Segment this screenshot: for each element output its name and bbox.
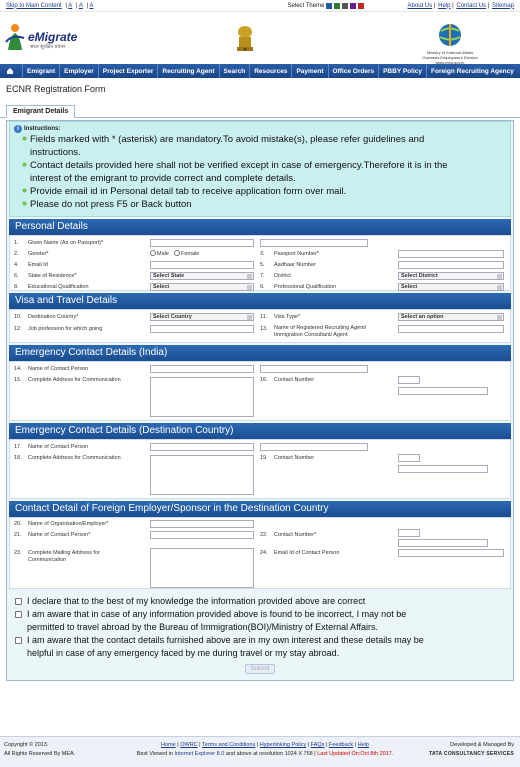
address-label: Complete Address for Communication (28, 455, 121, 461)
contact-us-link[interactable]: Contact Us (456, 2, 487, 9)
field-number: 1. (14, 240, 19, 246)
accessibility-links: Skip to Main Content | A | A | A (6, 2, 94, 9)
field-number: 13. (260, 326, 268, 332)
managed-by-text: Developed & Managed By (450, 742, 514, 748)
mea-globe-icon (435, 22, 465, 48)
declaration-row (15, 595, 505, 608)
visa-details-section (9, 309, 511, 343)
instruction-text: interest of the emigrant to provide correct and complete details. (30, 173, 296, 184)
font-small-link[interactable]: A (68, 2, 73, 9)
footer-link-help[interactable]: Help (357, 742, 369, 748)
employer-email-label: Email Id of Contact Person (274, 550, 340, 556)
rights-text: All Rights Reserved By MEA. (4, 751, 76, 757)
employer-contact-person-input[interactable] (150, 531, 254, 539)
form-panel (6, 120, 514, 681)
employer-contact-number-input[interactable] (398, 539, 488, 547)
job-profession-input[interactable] (150, 325, 254, 333)
nav-search[interactable]: Search (219, 64, 250, 78)
declaration-text: I am aware that the contact details furnished above are in my own interest and these details may be helpful in case of any emergency faced by me during travel or my stay abroad. (27, 635, 424, 658)
employer-details-section (9, 517, 511, 589)
instructions-heading (14, 125, 506, 133)
education-label: Educational Qualification (28, 284, 89, 290)
passport-number-label: Passport Number* (274, 251, 319, 257)
field-number: 2. (14, 251, 19, 257)
gender-male-label: Male (157, 251, 169, 257)
passport-number-input[interactable] (398, 250, 504, 258)
india-contact-person-input-2[interactable] (260, 365, 368, 373)
declaration-checkbox-3[interactable] (15, 637, 22, 644)
field-number: 4. (14, 262, 19, 268)
instruction-text: Contact details provided here shall not be verified except in case of emergency.Therefore it is in the (30, 160, 448, 171)
professional-select[interactable]: Select (398, 283, 504, 291)
destination-country-select[interactable]: Select Country (150, 313, 254, 321)
theme-swatch-blue[interactable] (326, 3, 332, 9)
india-contact-number-input[interactable] (398, 387, 488, 395)
recruiting-agent-label-2: Immigration Consultant/ Agent (274, 332, 348, 338)
utility-links: About Us | Help | Contact Us | Sitemap (407, 2, 514, 9)
dest-address-textarea[interactable] (150, 455, 254, 495)
organisation-label: Name of Organisation/Employer* (28, 521, 109, 527)
employer-details-header: Contact Detail of Foreign Employer/Sponsor in the Destination Country (9, 501, 511, 517)
skip-to-main-link[interactable]: Skip to Main Content (6, 2, 62, 9)
declaration-checkbox-2[interactable] (15, 611, 22, 618)
email-input[interactable] (150, 261, 254, 269)
field-number: 9. (260, 284, 265, 290)
given-name-input[interactable] (150, 239, 254, 247)
field-number: 12. (14, 326, 22, 332)
contact-person-label: Name of Contact Person (28, 444, 89, 450)
contact-person-label: Name of Contact Person (28, 366, 89, 372)
gender-female-label: Female (181, 251, 200, 257)
gender-male-radio[interactable] (150, 250, 156, 256)
instruction-line (14, 160, 506, 172)
state-label: State of Residence* (28, 273, 77, 279)
nav-pbby-policy[interactable]: PBBY Policy (378, 64, 426, 78)
visa-type-select[interactable]: Select an option (398, 313, 504, 321)
field-number: 20. (14, 521, 22, 527)
mailing-address-label-2: Communication (28, 557, 67, 563)
employer-email-input[interactable] (398, 549, 504, 557)
gender-label: Gender* (28, 251, 49, 257)
last-updated-text: Last Updated On:Oct 8th 2017. (317, 751, 394, 757)
field-number: 17. (14, 444, 22, 450)
theme-swatch-red[interactable] (358, 3, 364, 9)
personal-details-section (9, 235, 511, 291)
emergency-destination-header: Emergency Contact Details (Destination Country) (9, 423, 511, 439)
district-label: District (274, 273, 291, 279)
field-number: 7. (260, 273, 265, 279)
address-label: Complete Address for Communication (28, 377, 121, 383)
theme-swatch-green[interactable] (334, 3, 340, 9)
instruction-line (14, 199, 506, 211)
field-number: 22. (260, 532, 268, 538)
mailing-address-textarea[interactable] (150, 548, 254, 588)
instruction-text: Fields marked with * (asterisk) are mandatory.To avoid mistake(s), please refer guidelines and (30, 134, 425, 145)
main-nav (0, 64, 520, 78)
gender-female-radio[interactable] (174, 250, 180, 256)
top-utility-bar (0, 0, 520, 12)
copyright-text: Copyright © 2013. (4, 742, 49, 748)
mea-line-3: www.mea.gov.in (435, 60, 465, 65)
nav-resources[interactable]: Resources (249, 64, 291, 78)
dest-contact-number-input[interactable] (398, 465, 488, 473)
nav-office-orders[interactable]: Office Orders (328, 64, 379, 78)
footer-managed-by (429, 741, 514, 759)
dest-contact-person-input[interactable] (150, 443, 254, 451)
form-tabs (0, 104, 520, 118)
brand-tagline: सरल सुरक्षित प्रवास (30, 44, 66, 50)
instruction-line (14, 134, 506, 146)
declaration-checkbox-1[interactable] (15, 598, 22, 605)
font-medium-link[interactable]: A (78, 2, 83, 9)
instructions-box (9, 121, 511, 217)
recruiting-agent-input[interactable] (398, 325, 504, 333)
select-theme-label: Select Theme (287, 2, 325, 9)
tab-emigrant-details[interactable]: Emigrant Details (6, 105, 75, 118)
india-std-code-input[interactable] (398, 376, 420, 384)
emergency-india-header: Emergency Contact Details (India) (9, 345, 511, 361)
aadhaar-label: Aadhaar Number (274, 262, 316, 268)
nav-recruiting-agent[interactable]: Recruiting Agent (157, 64, 218, 78)
instruction-text: instructions. (30, 147, 81, 158)
mailing-address-label: Complete Mailing Address for (28, 550, 100, 556)
emigrate-figure-icon (4, 22, 26, 52)
instruction-text: Please do not press F5 or Back button (30, 199, 192, 210)
aadhaar-input[interactable] (398, 261, 504, 269)
field-number: 10. (14, 314, 22, 320)
field-number: 24. (260, 550, 268, 556)
field-number: 23. (14, 550, 22, 556)
emigrate-logo[interactable] (4, 22, 84, 62)
brand-name: eMigrate (28, 30, 78, 44)
footer-link-terms[interactable]: Terms and Conditions (202, 742, 256, 748)
about-us-link[interactable]: About Us (407, 2, 433, 9)
declaration-text: I declare that to the best of my knowledge the information provided above are correct (27, 596, 366, 606)
info-icon: i (14, 125, 22, 133)
visa-details-header: Visa and Travel Details (9, 293, 511, 309)
contact-number-label: Contact Number (274, 455, 315, 461)
font-large-link[interactable]: A (89, 2, 94, 9)
footer-link-home[interactable]: Home (161, 742, 176, 748)
field-number: 16. (260, 377, 268, 383)
organisation-input[interactable] (150, 520, 254, 528)
emergency-destination-section (9, 439, 511, 499)
theme-selector (288, 3, 365, 9)
site-footer (0, 736, 520, 767)
employer-contact-person-label: Name of Contact Person* (28, 532, 91, 538)
sitemap-link[interactable]: Sitemap (491, 2, 514, 9)
nav-payment[interactable]: Payment (291, 64, 327, 78)
submit-button[interactable]: Submit (245, 664, 275, 674)
nav-project-exporter[interactable]: Project Exporter (98, 64, 158, 78)
best-viewed-text: Best Viewed in Internet Explorer 8.0 and above at resolution 1024 X 768 | Last Updated On:Oct 8th 2017. (136, 751, 394, 757)
given-name-label: Given Name (As on Passport)* (28, 240, 104, 246)
dest-contact-person-input-2[interactable] (260, 443, 368, 451)
india-contact-person-input[interactable] (150, 365, 254, 373)
field-number: 11. (260, 314, 268, 320)
field-number: 18. (14, 455, 22, 461)
mea-logo[interactable] (410, 22, 490, 65)
email-label: Email Id (28, 262, 48, 268)
education-select[interactable]: Select (150, 283, 254, 291)
tcs-logo: TATA CONSULTANCY SERVICES (428, 751, 514, 757)
theme-swatch-grey[interactable] (342, 3, 348, 9)
footer-link-feedback[interactable]: Feedback (328, 742, 354, 748)
professional-label: Professional Qualification (274, 284, 337, 290)
site-header (0, 12, 520, 64)
contact-number-label: Contact Number (274, 377, 315, 383)
employer-contact-number-label: Contact Number* (274, 532, 317, 538)
theme-swatch-purple[interactable] (350, 3, 356, 9)
visa-type-label: Visa Type* (274, 314, 301, 320)
declarations (7, 589, 513, 680)
district-select[interactable]: Select District (398, 272, 504, 280)
personal-details-header: Personal Details (9, 219, 511, 235)
emergency-india-section (9, 361, 511, 421)
job-profession-label: Job profession for which going (28, 326, 103, 332)
nav-employer[interactable]: Employer (59, 64, 98, 78)
recruiting-agent-label: Name of Registered Recruiting Agent/ (274, 325, 367, 331)
surname-input[interactable] (260, 239, 368, 247)
field-number: 5. (260, 262, 265, 268)
declaration-row (15, 608, 505, 634)
nav-foreign-recruiting-agency[interactable]: Foreign Recruiting Agency (426, 64, 518, 78)
home-icon[interactable] (4, 65, 16, 77)
field-number: 6. (14, 273, 19, 279)
dest-std-code-input[interactable] (398, 454, 420, 462)
national-emblem-icon (234, 24, 256, 56)
instruction-line (14, 173, 506, 185)
instruction-text: Provide email id in Personal detail tab to receive application form over mail. (30, 186, 347, 197)
state-select[interactable]: Select State (150, 272, 254, 280)
instruction-line (14, 147, 506, 159)
field-number: 21. (14, 532, 22, 538)
help-link[interactable]: Help (438, 2, 451, 9)
mea-line-2: Overseas Employment Division (422, 55, 478, 60)
field-number: 3. (260, 251, 265, 257)
instructions-title: Instructions: (24, 126, 61, 132)
page-title: ECNR Registration Form (6, 84, 106, 94)
footer-link-hyperlinking[interactable]: Hyperlinking Policy (259, 742, 307, 748)
footer-link-owrc[interactable]: OWRC (180, 742, 198, 748)
field-number: 8. (14, 284, 19, 290)
declaration-text: I am aware that in case of any information provided above is found to be incorrect, I may not be permitted to travel abroad by the Bureau of Immigration(BOI)/Ministry of External Affairs. (27, 609, 407, 632)
footer-links: Home | OWRC | Terms and Conditions | Hyperlinking Policy | FAQs | Feedback | Help Best Viewed in Internet Explorer 8.0 and above at resolution 1024 X 768 | Last Updated On:Oct 8th 2017. (130, 741, 400, 759)
footer-link-faqs[interactable]: FAQs (310, 742, 325, 748)
mea-line-1: Ministry of External Affairs (426, 50, 474, 55)
field-number: 14. (14, 366, 22, 372)
instruction-line (14, 186, 506, 198)
field-number: 19. (260, 455, 268, 461)
declaration-row (15, 634, 505, 660)
destination-country-label: Destination Country* (28, 314, 79, 320)
footer-copyright (4, 741, 75, 759)
nav-emigrant[interactable]: Emigrant (22, 64, 59, 78)
india-address-textarea[interactable] (150, 377, 254, 417)
field-number: 15. (14, 377, 22, 383)
employer-std-code-input[interactable] (398, 529, 420, 537)
